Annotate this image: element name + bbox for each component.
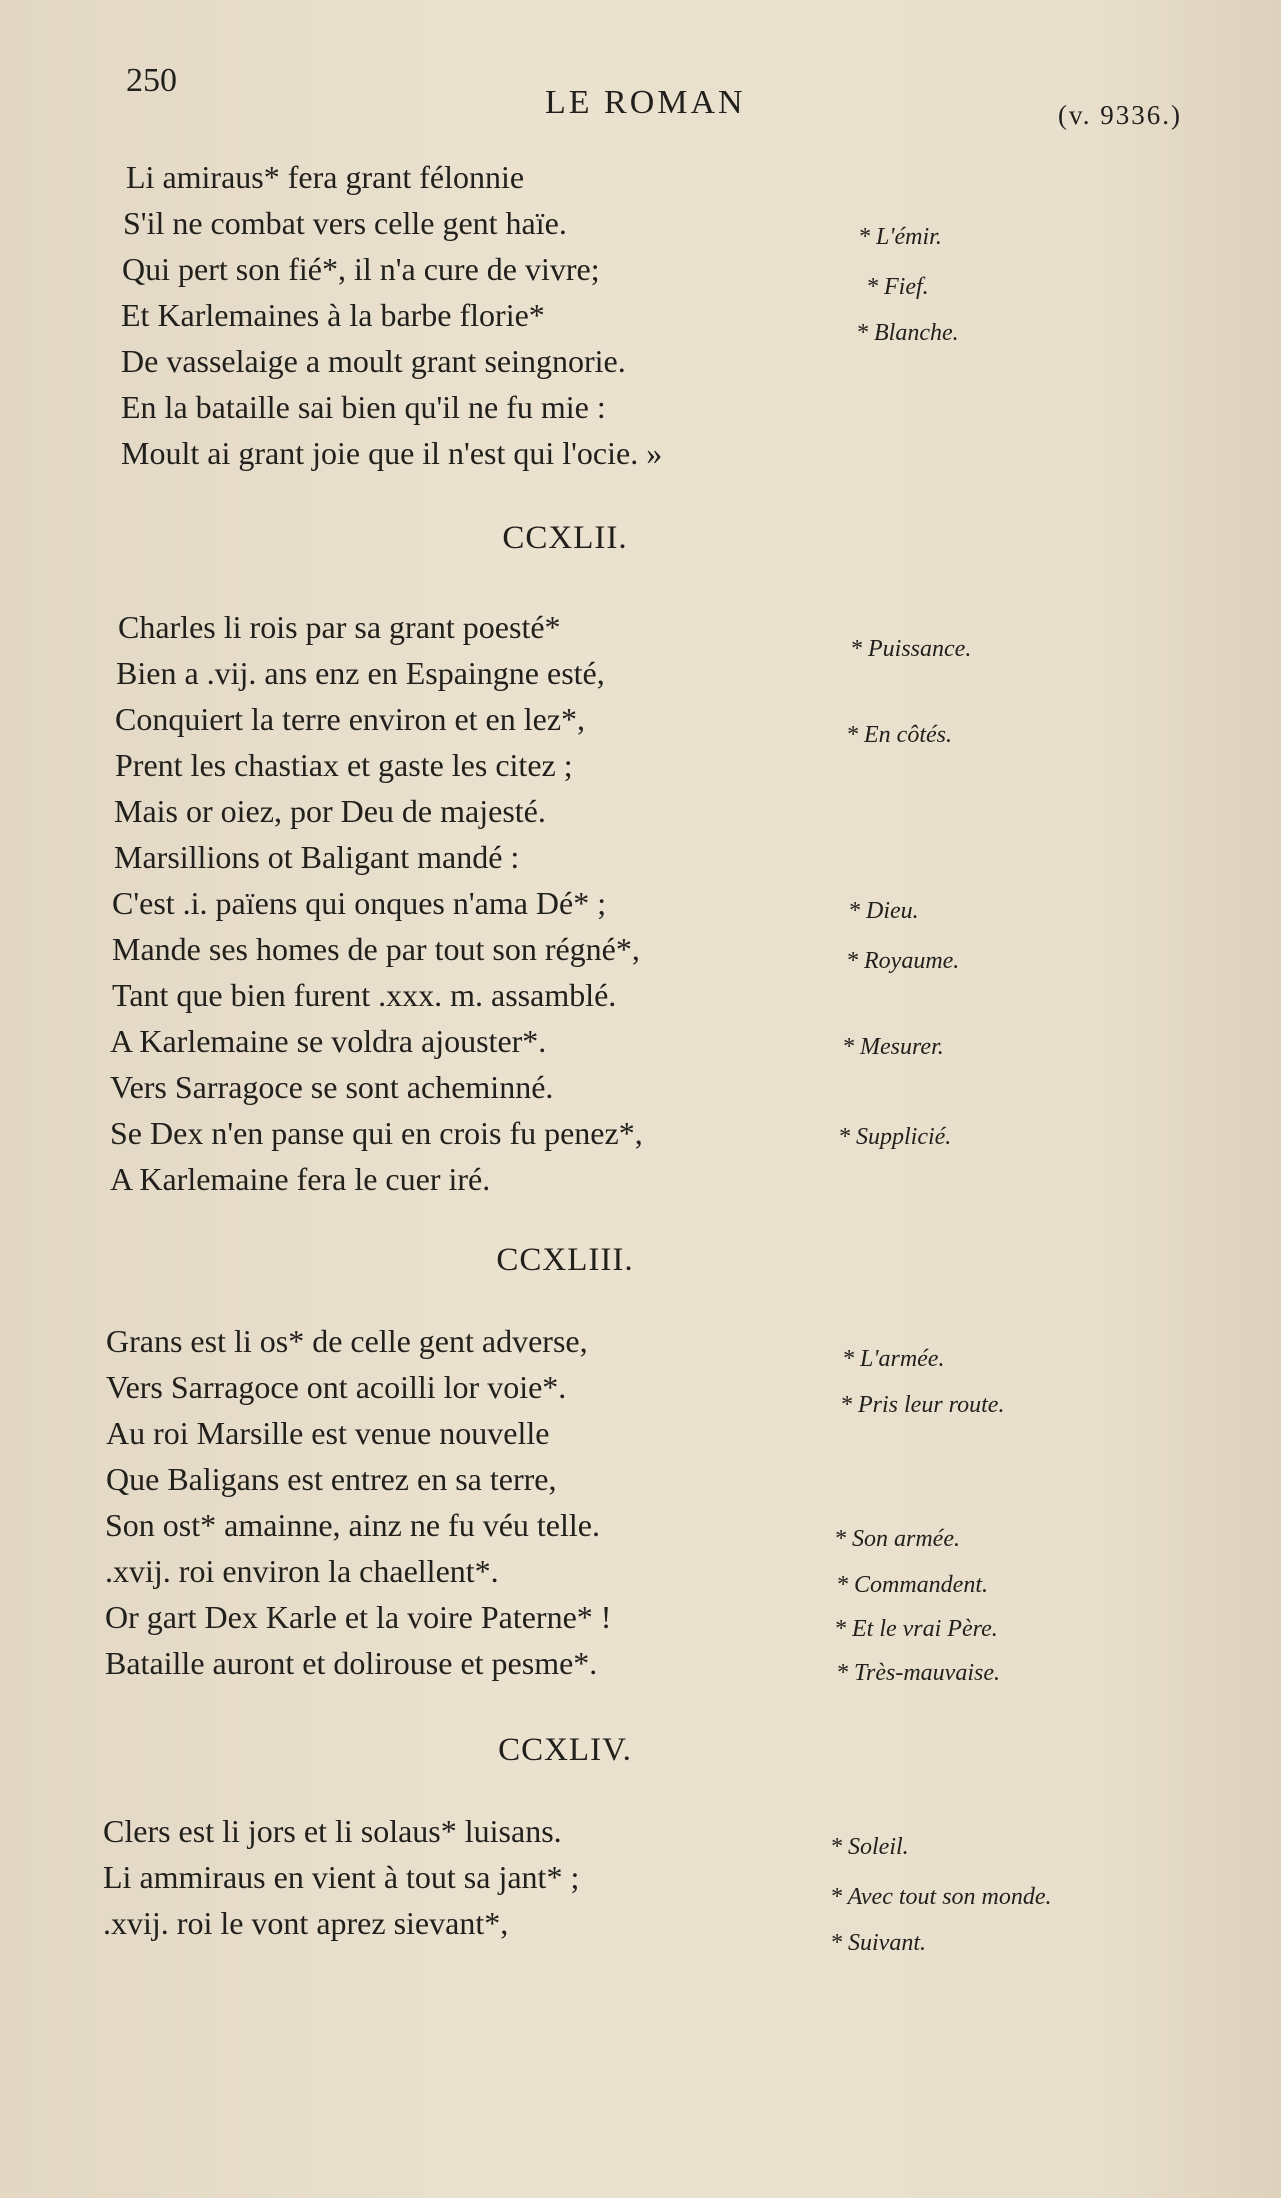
verse-line: Or gart Dex Karle et la voire Paterne* !: [105, 1599, 612, 1635]
verse-line: A Karlemaine se voldra ajouster*.: [110, 1023, 547, 1059]
stanza-heading: CCXLII.: [502, 520, 628, 556]
verse-line: Charles li rois par sa grant poesté*: [118, 609, 561, 645]
verse-line: Tant que bien furent .xxx. m. assamblé.: [112, 977, 617, 1013]
verse-line: A Karlemaine fera le cuer iré.: [110, 1161, 491, 1197]
footnote-gloss: * Très-mauvaise.: [836, 1660, 1000, 1686]
verse-line: En la bataille sai bien qu'il ne fu mie :: [121, 389, 606, 425]
footnote-gloss: * Commandent.: [836, 1572, 988, 1598]
verse-line: Li amiraus* fera grant félonnie: [126, 159, 525, 195]
verse-line: .xvij. roi environ la chaellent*.: [105, 1553, 499, 1589]
verse-line: Son ost* amainne, ainz ne fu véu telle.: [105, 1507, 600, 1543]
footnote-gloss: * Mesurer.: [842, 1034, 944, 1060]
verse-reference: (v. 9336.): [1058, 100, 1182, 130]
footnote-gloss: * Blanche.: [856, 320, 959, 346]
footnote-gloss: * Suivant.: [830, 1930, 926, 1956]
stanza-heading: CCXLIV.: [498, 1732, 632, 1768]
verse-line: Marsillions ot Baligant mandé :: [114, 839, 520, 875]
verse-line: Moult ai grant joie que il n'est qui l'ocie. »: [121, 435, 663, 471]
footnote-gloss: * Supplicié.: [838, 1124, 952, 1150]
verse-line: Li ammiraus en vient à tout sa jant* ;: [103, 1859, 580, 1895]
verse-line: Qui pert son fié*, il n'a cure de vivre;: [122, 251, 600, 287]
verse-line: Vers Sarragoce ont acoilli lor voie*.: [106, 1369, 567, 1405]
footnote-gloss: * Puissance.: [850, 636, 972, 662]
verse-line: Bataille auront et dolirouse et pesme*.: [105, 1645, 598, 1681]
footnote-gloss: * Royaume.: [846, 948, 960, 974]
verse-line: Clers est li jors et li solaus* luisans.: [103, 1813, 562, 1849]
footnote-gloss: * Et le vrai Père.: [834, 1616, 998, 1642]
footnote-gloss: * Avec tout son monde.: [830, 1884, 1052, 1910]
stanza-heading: CCXLIII.: [496, 1242, 634, 1278]
footnote-gloss: * Pris leur route.: [840, 1392, 1005, 1418]
footnote-gloss: * Soleil.: [830, 1834, 909, 1860]
verse-line: Mande ses homes de par tout son régné*,: [112, 931, 640, 967]
page-header: [0, 62, 1281, 132]
footnote-gloss: * L'émir.: [858, 224, 942, 250]
verse-line: C'est .i. païens qui onques n'ama Dé* ;: [112, 885, 607, 921]
verse-line: S'il ne combat vers celle gent haïe.: [123, 205, 567, 241]
verse-line: Prent les chastiax et gaste les citez ;: [115, 747, 573, 783]
verse-line: Se Dex n'en panse qui en crois fu penez*,: [110, 1115, 643, 1151]
verse-line: Et Karlemaines à la barbe florie*: [121, 297, 545, 333]
footnote-gloss: * Dieu.: [848, 898, 919, 924]
verse-line: De vasselaige a moult grant seingnorie.: [121, 343, 626, 379]
verse-line: Conquiert la terre environ et en lez*,: [115, 701, 586, 737]
verse-line: .xvij. roi le vont aprez sievant*,: [103, 1905, 509, 1941]
verse-line: Au roi Marsille est venue nouvelle: [106, 1415, 550, 1451]
footnote-gloss: * Fief.: [866, 274, 929, 300]
verse-line: Grans est li os* de celle gent adverse,: [106, 1323, 588, 1359]
verse-line: Mais or oiez, por Deu de majesté.: [114, 793, 546, 829]
footnote-gloss: * En côtés.: [846, 722, 952, 748]
verse-line: Bien a .vij. ans enz en Espaingne esté,: [116, 655, 605, 691]
verse-line: Vers Sarragoce se sont acheminné.: [110, 1069, 554, 1105]
verse-line: Que Baligans est entrez en sa terre,: [106, 1461, 557, 1497]
footnote-gloss: * L'armée.: [842, 1346, 945, 1372]
page-number: 250: [126, 62, 177, 99]
running-title: LE ROMAN: [545, 84, 746, 121]
footnote-gloss: * Son armée.: [834, 1526, 960, 1552]
